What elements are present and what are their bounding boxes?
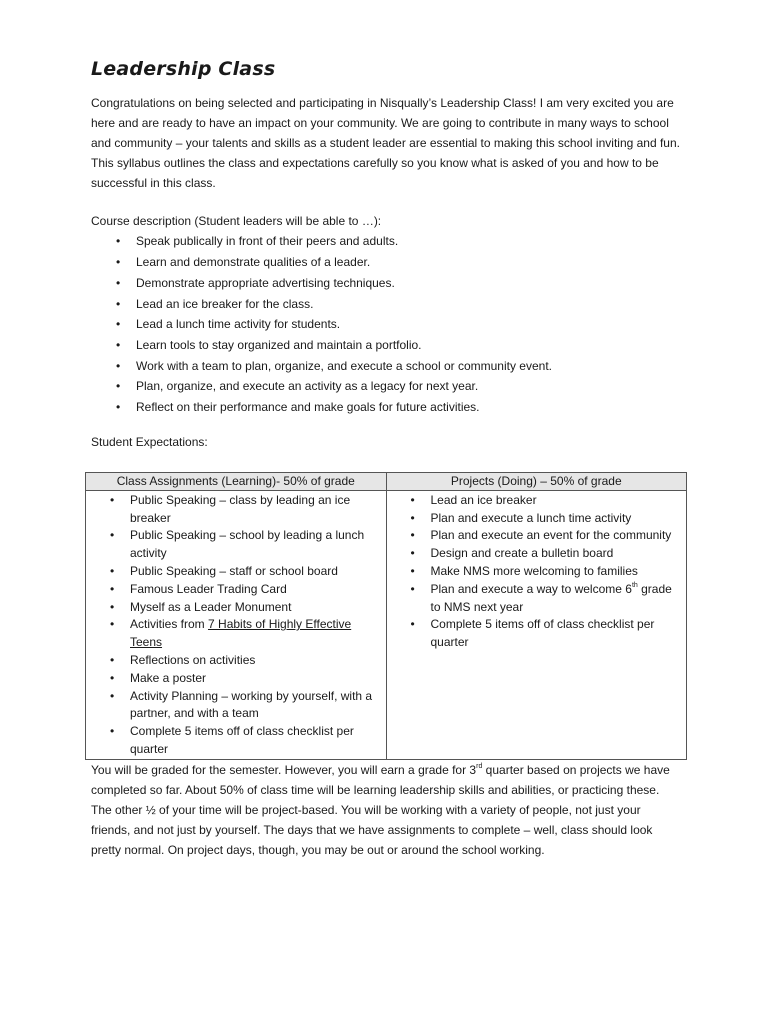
- intro-paragraph: Congratulations on being selected and participating in Nisqually’s Leadership Class! I am very excited you are here and are ready to have an impact on your community. We are going to contribute in many ways to school and community – your talents and skills as a student leader are essential to making this school inviting and fun. This syllabus outlines the class and expectations carefully so you know what is asked of you and how to be successful in this class.: [91, 96, 680, 191]
- projects-list: [387, 492, 683, 652]
- list-item: • Design and create a bulletin board: [431, 545, 683, 563]
- list-item: • Plan, organize, and execute an activity as a legacy for next year.: [136, 376, 681, 397]
- spacer: [91, 193, 681, 211]
- list-item: • Public Speaking – staff or school board: [130, 563, 382, 581]
- list-item: • Public Speaking – school by leading a lunch activity: [130, 527, 382, 563]
- list-item: • Reflections on activities: [130, 652, 382, 670]
- list-item: • Learn and demonstrate qualities of a leader.: [136, 252, 681, 273]
- grading-table: [85, 472, 687, 760]
- class-assignments-list: [86, 492, 382, 759]
- list-item: [130, 616, 382, 652]
- list-item: • Make NMS more welcoming to families: [431, 563, 683, 581]
- closing-paragraph: [91, 760, 681, 860]
- page-title: Leadership Class: [91, 58, 276, 80]
- list-item: • Demonstrate appropriate advertising techniques.: [136, 273, 681, 294]
- list-item: • Speak publically in front of their peers and adults.: [136, 231, 681, 252]
- list-item-text: grade to NMS next year: [430, 581, 672, 614]
- table-header-row: [86, 472, 687, 490]
- superscript: rd: [476, 762, 483, 770]
- list-item: • Lead an ice breaker: [431, 492, 683, 510]
- list-item: • Plan and execute an event for the community: [431, 527, 683, 545]
- list-item: • Famous Leader Trading Card: [130, 581, 382, 599]
- list-item: • Public Speaking – class by leading an ice breaker: [130, 492, 382, 528]
- list-item: • Plan and execute a lunch time activity: [431, 510, 683, 528]
- closing-text: You will be graded for the semester. However, you will earn a grade for 3: [91, 762, 477, 777]
- list-item: • Reflect on their performance and make goals for future activities.: [136, 397, 681, 418]
- projects-cell: [386, 490, 687, 759]
- list-item: • Complete 5 items off of class checklist per quarter: [431, 616, 683, 652]
- document-page: [91, 50, 681, 860]
- list-item: • Activity Planning – working by yourself, with a partner, and with a team: [130, 688, 382, 724]
- list-item-text: Activities from: [130, 617, 209, 632]
- student-expectations-label: Student Expectations:: [91, 434, 208, 449]
- list-item-text: Plan and execute a way to welcome 6: [430, 581, 632, 596]
- superscript: th: [631, 581, 638, 589]
- list-item: • Learn tools to stay organized and maintain a portfolio.: [136, 335, 681, 356]
- projects-header: Projects (Doing) – 50% of grade: [386, 472, 687, 490]
- list-item: • Complete 5 items off of class checklist per quarter: [130, 723, 382, 759]
- list-item: • Lead a lunch time activity for students.: [136, 314, 681, 335]
- table-row: [86, 490, 687, 759]
- list-item: • Work with a team to plan, organize, and execute a school or community event.: [136, 356, 681, 377]
- class-assignments-header: Class Assignments (Learning)- 50% of grade: [86, 472, 387, 490]
- class-assignments-cell: [86, 490, 387, 759]
- course-description-list: [91, 231, 681, 417]
- book-title: 7 Habits of Highly Effective Teens: [130, 617, 352, 650]
- list-item: • Make a poster: [130, 670, 382, 688]
- list-item: • Myself as a Leader Monument: [130, 599, 382, 617]
- list-item: • Lead an ice breaker for the class.: [136, 294, 681, 315]
- course-description-label: Course description (Student leaders will be able to …):: [91, 214, 382, 229]
- closing-text: quarter based on projects we have completed so far. About 50% of class time will be learning leadership skills and abilities, or practicing these. The other ½ of your time will be project-based. You will be working with a variety of people, not just your friends, and not just by yourself. The days that we have assignments to complete – well, class should look pretty normal. On project days, though, you may be out or around the school working.: [91, 762, 670, 857]
- list-item: [431, 581, 683, 617]
